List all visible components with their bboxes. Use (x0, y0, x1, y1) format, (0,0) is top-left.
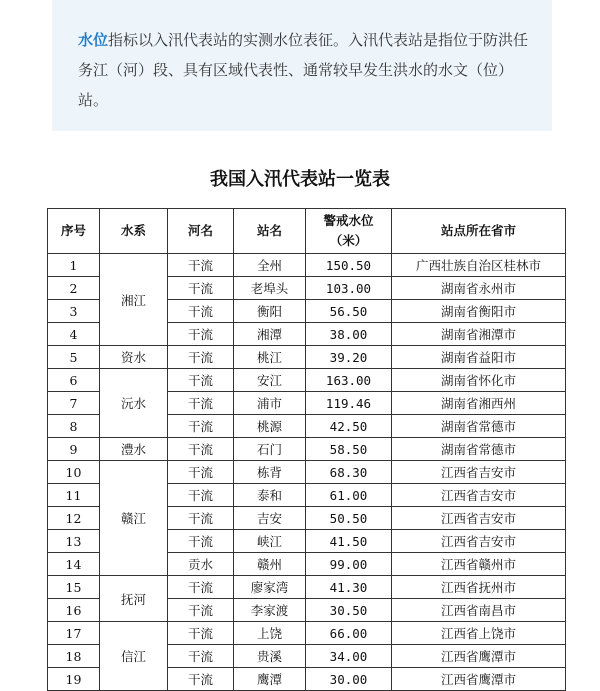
cell-river: 干流 (168, 438, 234, 461)
cell-station: 桃江 (234, 346, 306, 369)
cell-no: 10 (48, 461, 100, 484)
header-warning-level-unit: （米） (329, 233, 368, 248)
cell-no: 9 (48, 438, 100, 461)
cell-location: 江西省上饶市 (392, 622, 566, 645)
cell-location: 江西省吉安市 (392, 530, 566, 553)
cell-no: 4 (48, 323, 100, 346)
cell-system: 澧水 (100, 438, 168, 461)
cell-river: 干流 (168, 277, 234, 300)
cell-warning-level: 150.50 (306, 254, 392, 277)
cell-warning-level: 99.00 (306, 553, 392, 576)
cell-location: 江西省吉安市 (392, 484, 566, 507)
cell-warning-level: 30.00 (306, 668, 392, 691)
cell-no: 17 (48, 622, 100, 645)
cell-location: 湖南省永州市 (392, 277, 566, 300)
cell-no: 1 (48, 254, 100, 277)
cell-no: 5 (48, 346, 100, 369)
table-body (48, 254, 566, 691)
cell-no: 13 (48, 530, 100, 553)
table-row (48, 369, 566, 392)
header-system: 水系 (100, 209, 168, 254)
cell-no: 3 (48, 300, 100, 323)
cell-river: 干流 (168, 369, 234, 392)
cell-river: 干流 (168, 530, 234, 553)
cell-system: 抚河 (100, 576, 168, 622)
cell-location: 江西省吉安市 (392, 461, 566, 484)
cell-warning-level: 34.00 (306, 645, 392, 668)
cell-station: 吉安 (234, 507, 306, 530)
info-note (52, 0, 552, 131)
cell-station: 鹰潭 (234, 668, 306, 691)
table-title: 我国入汛代表站一览表 (210, 169, 390, 190)
cell-river: 干流 (168, 323, 234, 346)
cell-location: 湖南省湘潭市 (392, 323, 566, 346)
cell-station: 安江 (234, 369, 306, 392)
table-row (48, 438, 566, 461)
cell-location: 湖南省益阳市 (392, 346, 566, 369)
cell-station: 赣州 (234, 553, 306, 576)
table-row (48, 461, 566, 484)
cell-river: 干流 (168, 599, 234, 622)
cell-system: 资水 (100, 346, 168, 369)
cell-station: 全州 (234, 254, 306, 277)
cell-location: 湖南省衡阳市 (392, 300, 566, 323)
cell-warning-level: 66.00 (306, 622, 392, 645)
cell-warning-level: 39.20 (306, 346, 392, 369)
cell-system: 湘江 (100, 254, 168, 346)
cell-system: 沅水 (100, 369, 168, 438)
cell-river: 干流 (168, 576, 234, 599)
cell-location: 广西壮族自治区桂林市 (392, 254, 566, 277)
table-header-row (48, 209, 566, 254)
cell-no: 18 (48, 645, 100, 668)
note-text: 指标以入汛代表站的实测水位表征。入汛代表站是指位于防洪任务江（河）段、具有区域代表性、通常较早发生洪水的水文（位）站。 (78, 31, 529, 109)
cell-station: 桃源 (234, 415, 306, 438)
cell-river: 干流 (168, 507, 234, 530)
table-row (48, 622, 566, 645)
cell-location: 江西省南昌市 (392, 599, 566, 622)
cell-no: 19 (48, 668, 100, 691)
cell-river: 干流 (168, 461, 234, 484)
cell-no: 8 (48, 415, 100, 438)
cell-river: 干流 (168, 668, 234, 691)
cell-river: 干流 (168, 415, 234, 438)
cell-warning-level: 103.00 (306, 277, 392, 300)
cell-no: 15 (48, 576, 100, 599)
cell-warning-level: 56.50 (306, 300, 392, 323)
cell-station: 廖家湾 (234, 576, 306, 599)
cell-no: 14 (48, 553, 100, 576)
cell-warning-level: 50.50 (306, 507, 392, 530)
cell-warning-level: 41.50 (306, 530, 392, 553)
cell-location: 江西省赣州市 (392, 553, 566, 576)
cell-river: 干流 (168, 484, 234, 507)
cell-station: 浦市 (234, 392, 306, 415)
cell-river: 干流 (168, 254, 234, 277)
cell-station: 峡江 (234, 530, 306, 553)
cell-station: 栋背 (234, 461, 306, 484)
cell-no: 12 (48, 507, 100, 530)
cell-station: 上饶 (234, 622, 306, 645)
header-location: 站点所在省市 (392, 209, 566, 254)
cell-station: 李家渡 (234, 599, 306, 622)
cell-warning-level: 58.50 (306, 438, 392, 461)
cell-river: 干流 (168, 346, 234, 369)
cell-location: 湖南省常德市 (392, 438, 566, 461)
cell-river: 贡水 (168, 553, 234, 576)
station-table (47, 208, 566, 691)
cell-no: 2 (48, 277, 100, 300)
cell-warning-level: 119.46 (306, 392, 392, 415)
header-river: 河名 (168, 209, 234, 254)
cell-river: 干流 (168, 622, 234, 645)
header-station: 站名 (234, 209, 306, 254)
cell-no: 11 (48, 484, 100, 507)
cell-warning-level: 61.00 (306, 484, 392, 507)
header-warning-level (306, 209, 392, 254)
cell-system: 信江 (100, 622, 168, 691)
cell-station: 贵溪 (234, 645, 306, 668)
cell-warning-level: 41.30 (306, 576, 392, 599)
cell-location: 江西省吉安市 (392, 507, 566, 530)
cell-no: 7 (48, 392, 100, 415)
cell-station: 湘潭 (234, 323, 306, 346)
note-keyword: 水位 (78, 31, 109, 49)
cell-warning-level: 38.00 (306, 323, 392, 346)
cell-location: 江西省抚州市 (392, 576, 566, 599)
cell-warning-level: 68.30 (306, 461, 392, 484)
cell-station: 泰和 (234, 484, 306, 507)
table-row (48, 254, 566, 277)
cell-station: 老埠头 (234, 277, 306, 300)
cell-location: 湖南省常德市 (392, 415, 566, 438)
header-warning-level-line1: 警戒水位 (323, 213, 374, 228)
table-row (48, 346, 566, 369)
cell-warning-level: 42.50 (306, 415, 392, 438)
cell-location: 湖南省怀化市 (392, 369, 566, 392)
cell-warning-level: 30.50 (306, 599, 392, 622)
cell-river: 干流 (168, 645, 234, 668)
cell-no: 6 (48, 369, 100, 392)
cell-location: 江西省鹰潭市 (392, 668, 566, 691)
cell-system: 赣江 (100, 461, 168, 576)
table-row (48, 576, 566, 599)
cell-river: 干流 (168, 392, 234, 415)
cell-location: 江西省鹰潭市 (392, 645, 566, 668)
cell-river: 干流 (168, 300, 234, 323)
cell-no: 16 (48, 599, 100, 622)
cell-station: 石门 (234, 438, 306, 461)
cell-warning-level: 163.00 (306, 369, 392, 392)
cell-location: 湖南省湘西州 (392, 392, 566, 415)
header-no: 序号 (48, 209, 100, 254)
cell-station: 衡阳 (234, 300, 306, 323)
